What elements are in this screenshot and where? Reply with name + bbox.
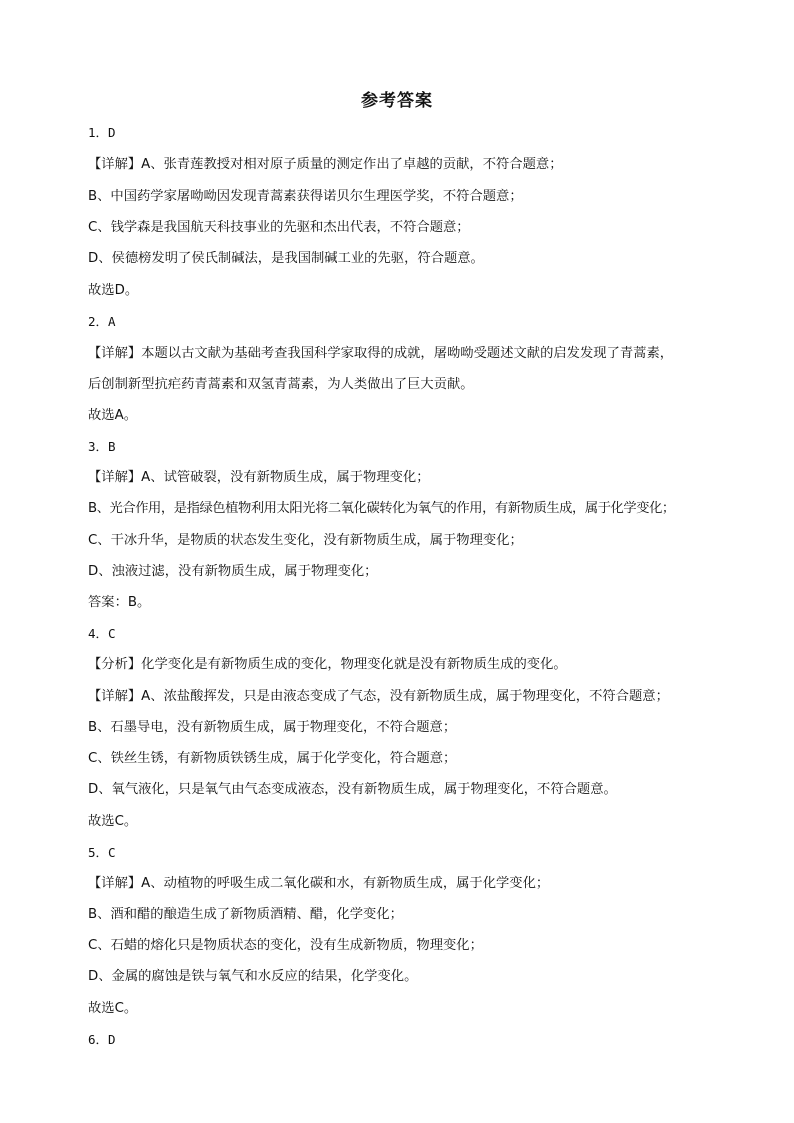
explanation-line: C、干冰升华，是物质的状态发生变化，没有新物质生成，属于物理变化； xyxy=(88,533,523,548)
conclusion-line: 故选D。 xyxy=(88,283,139,298)
page-title: 参考答案 xyxy=(361,91,433,111)
answer-number: 1．D xyxy=(88,125,116,140)
conclusion-line: 故选C。 xyxy=(88,1001,138,1016)
explanation-line: B、中国药学家屠呦呦因发现青蒿素获得诺贝尔生理医学奖，不符合题意； xyxy=(88,189,523,204)
explanation-line: 【详解】本题以古文献为基础考查我国科学家取得的成就，屠呦呦受题述文献的启发发现了青蒿素， xyxy=(88,346,674,361)
explanation-line: 【详解】A、试管破裂，没有新物质生成，属于物理变化； xyxy=(88,470,430,485)
explanation-line: C、石蜡的熔化只是物质状态的变化，没有生成新物质，物理变化； xyxy=(88,938,483,953)
explanation-line: D、侯德榜发明了侯氏制碱法，是我国制碱工业的先驱，符合题意。 xyxy=(88,251,484,266)
answer-number: 3．B xyxy=(88,439,116,454)
conclusion-line: 答案：B。 xyxy=(88,595,151,610)
analysis-line: 【分析】化学变化是有新物质生成的变化，物理变化就是没有新物质生成的变化。 xyxy=(88,657,567,672)
explanation-line: B、酒和醋的酿造生成了新物质酒精、醋，化学变化； xyxy=(88,907,403,922)
explanation-line: 【详解】A、浓盐酸挥发，只是由液态变成了气态，没有新物质生成，属于物理变化，不符合题意； xyxy=(88,689,669,704)
answer-number: 6．D xyxy=(88,1032,116,1047)
explanation-line: D、氧气液化，只是氧气由气态变成液态，没有新物质生成，属于物理变化，不符合题意。 xyxy=(88,782,617,797)
explanation-line: D、金属的腐蚀是铁与氧气和水反应的结果，化学变化。 xyxy=(88,969,418,984)
conclusion-line: 故选C。 xyxy=(88,814,138,829)
explanation-line: 【详解】A、张青莲教授对相对原子质量的测定作出了卓越的贡献，不符合题意； xyxy=(88,157,563,172)
answer-number: 2．A xyxy=(88,314,116,329)
explanation-line: D、浊液过滤，没有新物质生成，属于物理变化； xyxy=(88,564,378,579)
conclusion-line: 故选A。 xyxy=(88,408,137,423)
answer-number: 4．C xyxy=(88,626,116,641)
explanation-line: C、铁丝生锈，有新物质铁锈生成，属于化学变化，符合题意； xyxy=(88,751,457,766)
answer-number: 5．C xyxy=(88,845,116,860)
explanation-line: B、石墨导电，没有新物质生成，属于物理变化，不符合题意； xyxy=(88,720,457,735)
explanation-line: 【详解】A、动植物的呼吸生成二氧化碳和水，有新物质生成，属于化学变化； xyxy=(88,876,550,891)
explanation-line: 后创制新型抗疟药青蒿素和双氢青蒿素，为人类做出了巨大贡献。 xyxy=(88,377,474,392)
explanation-line: B、光合作用，是指绿色植物利用太阳光将二氧化碳转化为氧气的作用，有新物质生成，属于化学变化； xyxy=(88,501,675,516)
explanation-line: C、钱学森是我国航天科技事业的先驱和杰出代表，不符合题意； xyxy=(88,220,470,235)
